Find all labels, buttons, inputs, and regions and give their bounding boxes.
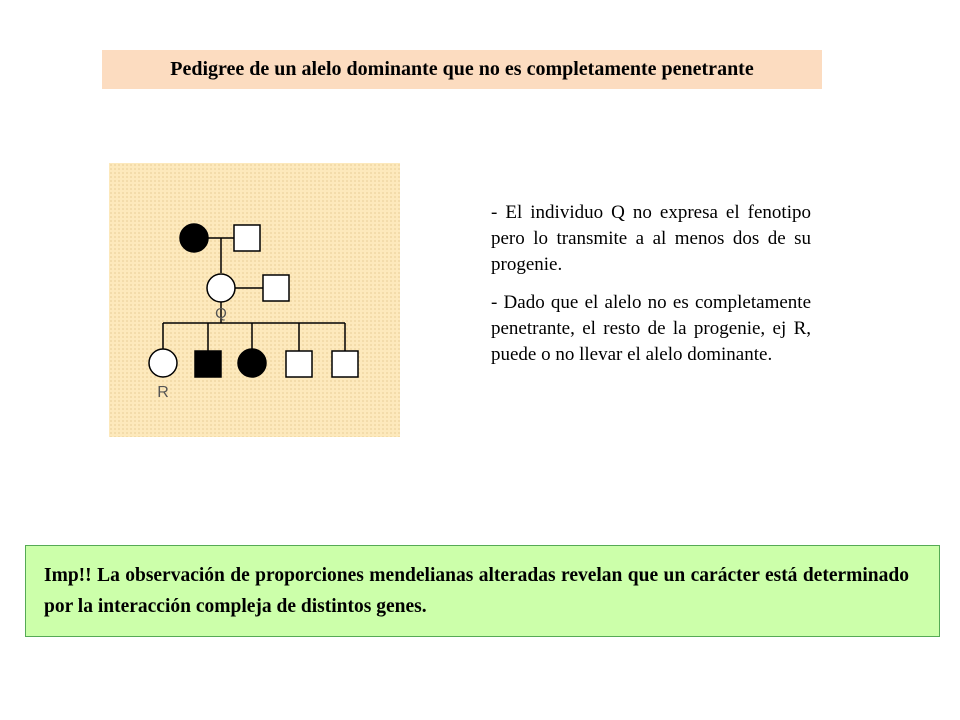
label-q: Q — [215, 305, 227, 322]
important-note-text: Imp!! La observación de proporciones mendelianas alteradas revelan que un carácter está determinado por la interacción compleja de distintos genes. — [44, 565, 909, 618]
gen2-male-unaffected — [263, 275, 289, 301]
pedigree-svg — [109, 163, 400, 437]
note-r: - Dado que el alelo no es completamente penetrante, el resto de la progenie, ej R, puede o no llevar el alelo dominante. — [491, 292, 811, 366]
note-q: - El individuo Q no expresa el fenotipo pero lo transmite a al menos dos de su progenie. — [491, 202, 811, 276]
slide-title — [102, 50, 822, 89]
gen3-female-r-unaffected — [149, 349, 177, 377]
gen3-male-affected — [195, 351, 221, 377]
important-note-box — [25, 545, 940, 637]
gen2-female-q-unaffected — [207, 274, 235, 302]
explanation-notes — [491, 200, 811, 380]
gen3-female-affected — [238, 349, 266, 377]
slide-title-text: Pedigree de un alelo dominante que no es completamente penetrante — [170, 58, 754, 80]
label-r: R — [157, 384, 169, 401]
gen1-male-unaffected — [234, 225, 260, 251]
gen1-female-affected — [180, 224, 208, 252]
gen3-male-unaffected — [332, 351, 358, 377]
pedigree-diagram — [109, 163, 400, 437]
gen3-male-unaffected — [286, 351, 312, 377]
